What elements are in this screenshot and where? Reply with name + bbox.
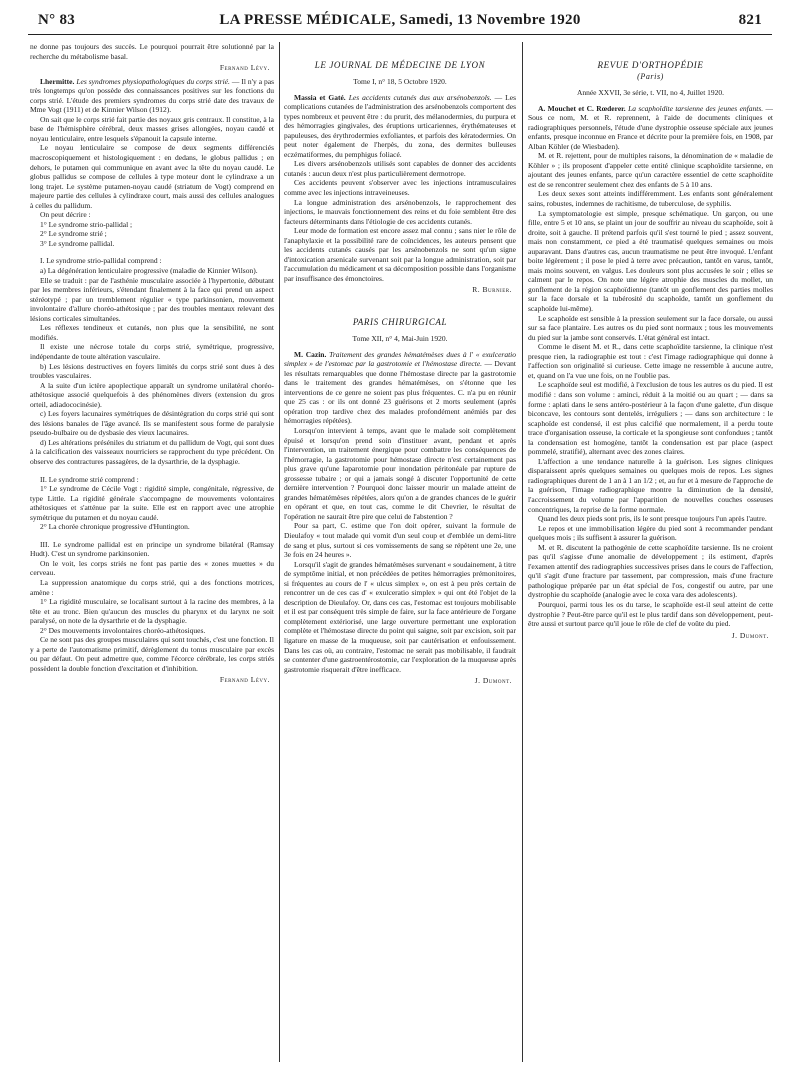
paragraph: d) Les altérations préséniles du striatum et du pallidum de Vogt, qui sont dues à la calcification des vaisseaux nourriciers se rapprochent du type précédent. On observe des contractures passagères, de la dysarthrie, de la dysphagie. [30, 437, 274, 466]
paragraph: Pour sa part, C. estime que l'on doit opérer, suivant la formule de Dieulafoy « tout malade qui vomit d'un seul coup et d'emblée un demi-litre de sang et plus, surtout si ces vomissements de sang se répètent une 2e, une 3e fois en 24 heures ». [284, 521, 516, 560]
article-lead [528, 104, 773, 152]
paragraph: Lorsqu'il s'agit de grandes hématémèses survenant « soudainement, à titre de symptôme initial, et non précédées de petites hémorragies prémonitoires, si fréquentes au cours de l' « ulcus simplex », on est à peu près certain de rencontrer un de ces cas d' « exulceratio simplex » qui ont été l'objet de la description de Dieulafoy. Or, dans ces cas, l'estomac est toujours mobilisable et il est par conséquent très simple de faire, sur la face antérieure de l'organe complètement extériorisé, une large ouverture permettant une exploration complète et l'hémostase directe du point qui saigne, soit par excision, soit par ligature en masse de la muqueuse, soit par cautérisation et enfouissement. Dans les cas où, au contraire, l'estomac ne serait pas mobilisable, il faudrait se contenter d'une gastroentérostomie, car l'exploration de la muqueuse après gastrotomie risquerait d'être inefficace. [284, 559, 516, 674]
column-middle [284, 42, 516, 1062]
paragraph: II. Le syndrome strié comprend : [40, 474, 139, 484]
signature: Fernand Lévy. [219, 63, 270, 73]
list-item: 1° Le syndrome strio-pallidal ; [40, 219, 133, 229]
paragraph: 1° La rigidité musculaire, se localisant surtout à la racine des membres, à la tête et au tronc. Bien qu'aucun des muscles du pharynx et du larynx ne soit paralysé, on note de la dysarthrie et de la dysphagie. [30, 597, 274, 626]
section-city: (Paris) [637, 72, 664, 81]
article-author: Massia et Gaté. [294, 92, 346, 102]
article-text: — Il n'y a pas très longtemps qu'on possède des connaissances positives sur les fonctions du corps strié. L'étude des premiers syndromes du corps strié date des travaux de Mme Vogt (1911) et de Kinnier Wilson (1912). [30, 76, 274, 115]
paragraph: Leur mode de formation est encore assez mal connu ; sans nier le rôle de l'anaphylaxie et la possibilité rare de coïncidences, les auteurs pensent que les accidents cutanés causés par les arsénobenzols ne sont qu'un signe d'intoxication arsenicale survenant soit par la longue administration, soit par l'accumulation du médicament et sa décomposition possible dans l'organisme par insuffisance des émonctoires. [284, 226, 516, 283]
list-item: 2° Le syndrome strié ; [40, 229, 107, 239]
paragraph: La longue administration des arsénobenzols, le rapprochement des injections, le mauvais fonctionnement des reins et du foie semblent être des facteurs déterminants dans l'étiologie de ces accidents cutanés. [284, 197, 516, 226]
paragraph: Le scaphoïde est sensible à la pression seulement sur la face dorsale, ou aussi sur sa face plantaire. Les autres os du pied sont normaux ; tous les mouvements du pied sur la jambe sont conservés. L'état général est intact. [528, 313, 773, 342]
article-lead [284, 350, 516, 426]
paragraph: c) Les foyers lacunaires symétriques de désintégration du corps strié qui sont des lésions banales de l'âge avancé. Ils se manifestent sous forme de paralysie pseudo-bulbaire ou de dysbasie des vieux lacunaires. [30, 409, 274, 438]
signature: J. Dumont. [474, 676, 512, 686]
paragraph: Comme le disent M. et R., dans cette scaphoïdite tarsienne, la clinique n'est presque rien, la radiographie est tout : c'est l'image radiographique qui donne à l'affection son originalité si curieuse. Cette image ne ressemble à aucune autre, et, quand on l'a vue une fois, on ne l'oublie pas. [528, 342, 773, 380]
header-rule [28, 34, 772, 35]
paragraph: Les divers arsénobenzols utilisés sont capables de donner des accidents cutanés : aucun deux n'est plus particulièrement dermotrope. [284, 159, 516, 178]
article-lead [284, 93, 516, 160]
issue-line: Tome XII, n° 4, Mai-Juin 1920. [352, 334, 448, 344]
paragraph: M. et R. discutent la pathogénie de cette scaphoïdite tarsienne. Ils ne croient pas qu'il s'agisse d'une anomalie de développement ; ils estiment, d'après l'examen attentif des radiographies successives prises dans le cours de l'affection, qu'il s'agit d'une fracture par tassement, par compression, mais d'une fracture pathologique préparée par un état spécial de l'os, congestif ou autre, par une dystrophie du scaphoïde (analogie avec le coxa vara des adolescents). [528, 542, 773, 600]
page-header [28, 12, 772, 34]
article-text: — Les complications cutanées de l'administration des arsénobenzols comportent des types nombreux et peuvent être : du prurit, des mélanodermies, du purpura et des hémorragies gingivales, des éruptions urticariennes, érythémateuses et papuleuses, des érythrodermies exfoliantes, et parfois des kératodermies. On peut noter également de l'herpès, du zona, des dermites bulleuses eczématiformes, du pemphigus foliacé. [284, 92, 516, 159]
paragraph: On le voit, les corps striés ne font pas partie des « zones muettes » du cerveau. [30, 558, 274, 578]
paragraph: L'affection a une tendance naturelle à la guérison. Les signes cliniques disparaissent après quelques semaines ou quelques mois de repos. Les signes radiographiques durent de 1 an à 1 an 1/2 ; et, au fur et à mesure de l'approche de la guérison, l'image radiographique montre la diminution de la densité, l'accroissement du volume par l'apparition de nouvelles couches osseuses concentriques, la reprise de la forme normale. [528, 456, 773, 514]
paragraph: Le noyau lenticulaire se compose de deux segments différenciés macroscopiquement et histologiquement : en dedans, le globus pallidus ; en dehors, le putamen qui communique en avant avec la tête du noyau caudé. Le globus pallidus se compose de cellules à type moteur dont le cylindraxe a un long trajet. Le système putamen-noyau caudé (striatum de Vogt) comprend en majeure partie des cellules à cylindraxe court, mais aussi des cellules analogues à celles du pallidum. [30, 143, 274, 210]
list-item: 3° Le syndrome pallidal. [40, 238, 115, 248]
page-number: 821 [738, 12, 762, 28]
column-left [30, 42, 274, 1062]
paragraph: La symptomatologie est simple, presque schématique. Un garçon, ou une fille, entre 5 et 10 ans, se plaint un jour de souffrir au niveau du scaphoïde, soit à droite, soit à gauche. Il prétend parfois qu'il s'est tourné le pied ; assez souvent, mais non constamment, ce pied a été traumatisé quelques semaines ou mois auparavant. Dans d'autres cas, aucun traumatisme ne peut être invoqué. L'enfant boite légèrement ; il pose le pied à terre avec précaution, tantôt en varus, tantôt, mais moins souvent, en valgus. Les douleurs sont plus accusées le soir ; elles se calment par le repos. On note une légère atrophie des muscles du mollet, un gonflement de la région scaphoïdienne (tantôt un gonflement des parties molles sur la face dorsale et la tubérosité du scaphoïde, tantôt un gonflement du scaphoïde lui-même). [528, 208, 773, 314]
paragraph: 2° Des mouvements involontaires choréo-athétosiques. [40, 625, 206, 635]
article-author: M. Cazin. [294, 349, 327, 359]
issue-line: Année XXVII, 3e série, t. VII, no 4, Juillet 1920. [576, 88, 725, 97]
article-author: A. Mouchet et C. Rœderer. [538, 103, 626, 113]
issue-number: N° 83 [38, 12, 76, 28]
paragraph: Il existe une nécrose totale du corps strié, symétrique, progressive, indépendante de toute altération vasculaire. [30, 342, 274, 361]
paragraph: I. Le syndrome strio-pallidal comprend : [40, 256, 162, 266]
paragraph: Elle se traduit : par de l'asthénie musculaire associée à l'hypertonie, débutant par les membres inférieurs, s'étendant finalement à la face qui prend un aspect stéréotypé ; par un tremblement régulier « type parkinsonien, mouvement involontaire d'allure choréo-athétosique ; par des troubles mentaux relevant des lésions corticales simultanées. [30, 275, 274, 323]
paragraph: III. Le syndrome pallidal est en principe un syndrome bilatéral (Ramsay Hudt). C'est un syndrome parkinsonien. [30, 539, 274, 559]
paragraph: Les deux sexes sont atteints indifféremment. Les enfants sont généralement sains, robustes, indemnes de rachitisme, de tuberculose, de syphilis. [528, 189, 773, 209]
paragraph: a) La dégénération lenticulaire progressive (maladie de Kinnier Wilson). [40, 266, 258, 276]
paragraph: Quand les deux pieds sont pris, ils le sont presque toujours l'un après l'autre. [538, 514, 767, 524]
column-right [528, 42, 773, 1062]
paragraph: M. et R. rejettent, pour de multiples raisons, la dénomination de « maladie de Köhler » ; ils proposent d'appeler cette entité clinique scaphoïdite tarsienne, en ajoutant des jeunes enfants, parce qu'un caractère essentiel de cette scaphoïdite est de se rencontrer seulement chez des enfants de 5 à 10 ans. [528, 151, 773, 189]
article-title: Traitement des grandes hématémèses dues à l' « exulceratio simplex » de l'estomac par la gastrotomie et l'hémostase directe. [284, 349, 516, 369]
paragraph: On sait que le corps strié fait partie des noyaux gris centraux. Il constitue, à la base de l'hémisphère cérébral, deux masses grises allongées, noyau caudé et noyau lenticulaire, entre lesquels s'épanouit la capsule interne. [30, 114, 274, 143]
paragraph: Pourquoi, parmi tous les os du tarse, le scaphoïde est-il seul atteint de cette dystrophie ? Peut-être parce qu'il est le plus tardif dans son développement, peut-être aussi et surtout parce qu'il joue le rôle de clef de voûte du pied. [528, 599, 773, 629]
signature: Fernand Lévy. [219, 675, 270, 685]
issue-line: Tome I, n° 18, 5 Octobre 1920. [353, 77, 447, 86]
paragraph: On peut décrire : [40, 210, 91, 220]
article-lead [30, 77, 274, 115]
signature: R. Burnier. [472, 285, 512, 295]
column-divider [279, 42, 280, 1062]
article-author: Lhermitte. [40, 76, 75, 86]
section-heading: REVUE D'ORTHOPÉDIE [597, 60, 704, 70]
paragraph: Le repos et une immobilisation légère du pied sont à recommander pendant quelques mois ; ils suffisent à assurer la guérison. [528, 523, 773, 543]
article-text: — Devant les résultats remarquables que donne l'hémostase directe par la gastrotomie dans le traitement des grandes hématémèses, on s'étonne que les interventions de ce genre ne soient pas plus fréquentes. C. n'a pu en réunir que 25 cas : or ils ont donné 23 guérisons et 2 morts seulement (après opération trop tardive chez des malades profondément anémiés par des hémorragies répétées). [284, 359, 516, 426]
article-title: Les syndromes physiopathologiques du corps strié. [76, 76, 230, 86]
article-title: La scaphoïdite tarsienne des jeunes enfants. [628, 103, 764, 113]
column-divider [522, 42, 523, 1062]
paragraph: La suppression anatomique du corps strié, qui a des fonctions motrices, amène : [30, 577, 274, 597]
signature: J. Dumont. [731, 630, 769, 640]
paragraph: Lorsqu'on intervient à temps, avant que le malade soit complètement épuisé et lorsqu'on prend soin d'instituer avant, pendant et après l'intervention, un traitement énergique pour combattre les conséquences de l'hémorragie, la gastrotomie pour hémostase directe n'est certainement pas plus grave qu'une laparotomie pour inondation péritonéale par rupture de grossesse tubaire ; or qui a jamais songé à discuter l'opportunité de cette dernière intervention ? Pourquoi donc laisser mourir un malade atteint de grandes hématémèses répétées, alors qu'on a de grandes chances de le guérir en opérant et que, en tout cas, comme le dit Chevrier, le résultat de l'opération ne saurait être pire que celui de l'abstention ? [284, 425, 516, 521]
paragraph: ne donne pas toujours des succès. Le pourquoi pourrait être solutionné par la recherche du métabolisme basal. [30, 42, 274, 61]
article-text: — Sous ce nom, M. et R. reprennent, à l'aide de documents cliniques et radiographiques personnels, l'étude d'une dystrophie osseuse spéciale aux jeunes enfants, presque inconnue en France et décrite pour la première fois, en 1908, par Alban Köhler (de Wiesbaden). [528, 103, 773, 151]
paragraph: b) Les lésions destructives en foyers limités du corps strié sont dues à des troubles vasculaires. [30, 361, 274, 381]
paragraph: A la suite d'un ictère apoplectique apparaît un syndrome unilatéral choréo-athétosique associé quelquefois à des phénomènes divers (extension du gros orteil, adiadococinésie). [30, 380, 274, 409]
paragraph: 1° Le syndrome de Cécile Vogt : rigidité simple, congénitale, régressive, de type Little. La rigidité générale s'accompagne de mouvements volontaires athétosiques et s'atténue par la suite. Elle est en rapport avec une atrophie symétrique du putamen et du noyau caudé. [30, 484, 274, 522]
paragraph: 2° La chorée chronique progressive d'Huntington. [40, 522, 190, 532]
paragraph: Les réflexes tendineux et cutanés, non plus que la sensibilité, ne sont modifiés. [30, 323, 274, 342]
paragraph: Le scaphoïde seul est modifié, à l'exclusion de tous les autres os du pied. Il est modifié : dans son volume : aminci, réduit à la moitié ou au quart ; — dans sa forme : aplati dans le sens antéro-postérieur à la façon d'une galette, d'un disque biconcave, les contours sont dentelés, irréguliers ; — dans son architecture : le scaphoïde est condensé, il est plus calcifié que normalement, il a perdu toute trace d'organisation osseuse, la corticale et la spongieuse sont confondues ; tantôt la condensation est homogène, tantôt la condensation est par place (aspect pommelé, stratifié), alternant avec des zones claires. [528, 380, 773, 457]
paragraph: Ces accidents peuvent s'observer avec les injections intramusculaires comme avec les injections intraveineuses. [284, 178, 516, 198]
paragraph: Ce ne sont pas des groupes musculaires qui sont touchés, c'est une fonction. Il y a perte de l'automatisme primitif, dérèglement du tonus musculaire par excès ou par défaut. On peut admettre que, comme l'écorce cérébrale, les corps striés possèdent la double fonction d'excitation et d'inhibition. [30, 635, 274, 673]
section-heading: LE JOURNAL DE MÉDECINE DE LYON [314, 60, 486, 70]
section-heading: PARIS CHIRURGICAL [352, 317, 448, 328]
article-title: Les accidents cutanés dus aux arsénobenzols. [348, 92, 492, 102]
journal-title: LA PRESSE MÉDICALE, Samedi, 13 Novembre 1920 [219, 12, 581, 28]
